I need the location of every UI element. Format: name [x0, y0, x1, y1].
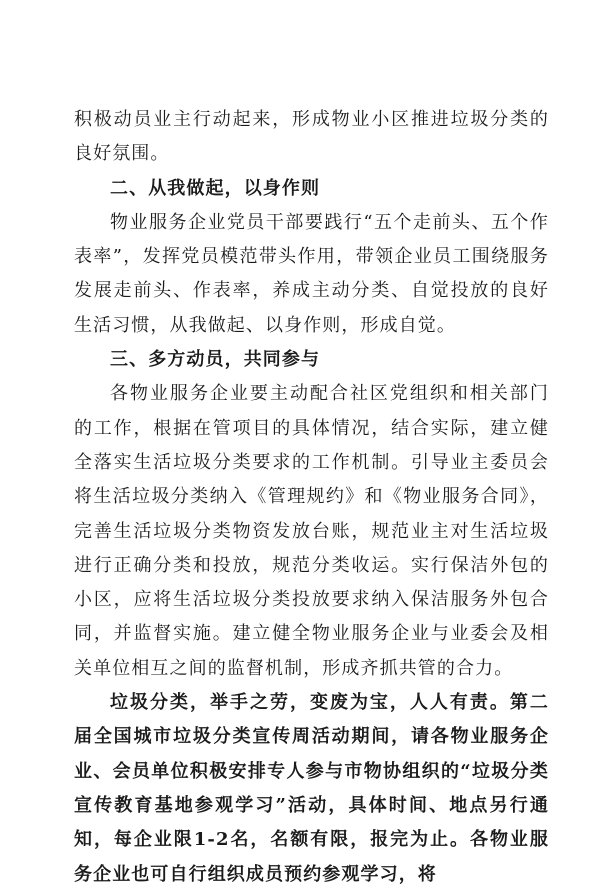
- paragraph-intro-continuation: 积极动员业主行动起来，形成物业小区推进垃圾分类的良好氛围。: [74, 109, 549, 165]
- section-heading-2: 二、从我做起，以身作则: [110, 177, 321, 199]
- paragraph-section-2-body: 物业服务企业党员干部要践行“五个走前头、五个作表率”，发挥党员模范带头作用，带领企业员工围绕服务发展走前头、作表率，养成主动分类、自觉投放的良好生活习惯，从我做起、以身作则，形成自觉。: [74, 211, 549, 336]
- paragraph-bold-notice: 垃圾分类，举手之劳，变废为宝，人人有责。第二届全国城市垃圾分类宣传周活动期间，请各物业服务企业、会员单位积极安排专人参与市物协组织的“垃圾分类宣传教育基地参观学习”活动，具体时间、地点另行通知，每企业限1-2名，名额有限，报完为止。各物业服务企业也可自行组织成员预约参观学习，将: [74, 692, 549, 885]
- paragraph-section-3-body: 各物业服务企业要主动配合社区党组织和相关部门的工作，根据在管项目的具体情况，结合实际，建立健全落实生活垃圾分类要求的工作机制。引导业主委员会将生活垃圾分类纳入《管理规约》和《物业服务合同》，完善生活垃圾分类物资发放台账，规范业主对生活垃圾进行正确分类和投放，规范分类收运。实行保洁外包的小区，应将生活垃圾分类投放要求纳入保洁服务外包合同，并监督实施。建立健全物业服务企业与业委会及相关单位相互之间的监督机制，形成齐抓共管的合力。: [74, 383, 549, 679]
- section-heading-3: 三、多方动员，共同参与: [110, 349, 321, 371]
